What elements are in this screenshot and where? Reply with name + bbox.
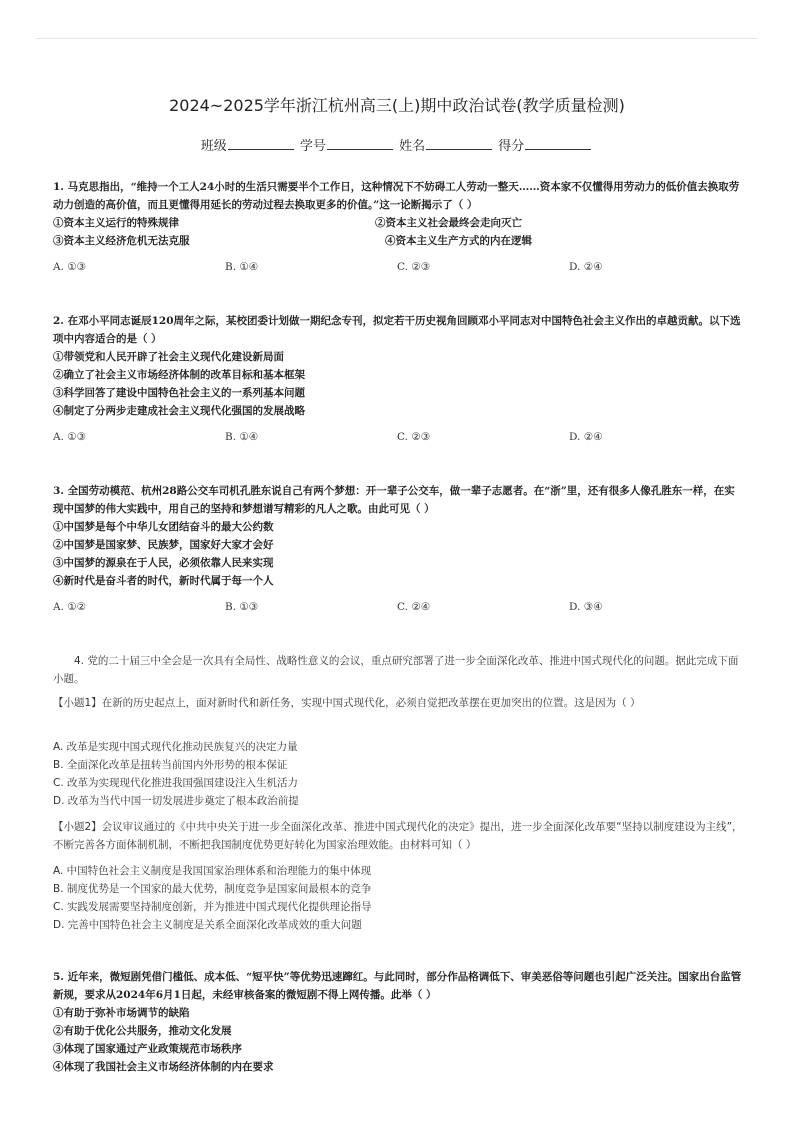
question-4-sub2-choice-d[interactable]: D. 完善中国特色社会主义制度是关系全面深化改革成效的重大问题 xyxy=(53,919,362,931)
question-2-item-4: ④制定了分两步走建成社会主义现代化强国的发展战略 xyxy=(53,405,305,417)
question-4-sub2-choice-c[interactable]: C. 实践发展需要坚持制度创新，并为推进中国式现代化提供理论指导 xyxy=(53,901,372,913)
question-4-sub1-stem: 【小题1】在新的历史起点上，面对新时代和新任务，实现中国式现代化，必须自觉把改革摆在更加突出的位置。这是因为（ ） xyxy=(53,697,641,709)
student-id-label: 学号 xyxy=(299,139,326,154)
question-1-answer-a[interactable]: A. ①③ xyxy=(53,261,87,273)
question-5-item-4: ④体现了我国社会主义市场经济体制的内在要求 xyxy=(53,1061,274,1073)
question-5-item-3: ③体现了国家通过产业政策规范市场秩序 xyxy=(53,1043,242,1055)
class-blank xyxy=(228,137,294,150)
question-2-stem: 2. 在邓小平同志诞辰120周年之际，某校团委计划做一期纪念专刊，拟定若干历史视角回顾邓小平同志对中国特色社会主义作出的卓越贡献。以下选项中内容适合的是（ ） xyxy=(53,315,741,345)
question-3-item-3: ③中国梦的源泉在于人民，必须依靠人民来实现 xyxy=(53,557,274,569)
student-id-blank xyxy=(327,137,393,150)
question-1-item-2: ②资本主义社会最终会走向灭亡 xyxy=(375,217,522,229)
question-4-stem: 4. 党的二十届三中全会是一次具有全局性、战略性意义的会议，重点研究部署了进一步全面深化改革、推进中国式现代化的问题。据此完成下面小题。 xyxy=(53,655,739,685)
header-divider xyxy=(36,38,758,39)
question-3-stem: 3. 全国劳动模范、杭州28路公交车司机孔胜东说自己有两个梦想：开一辈子公交车，做一辈子志愿者。在“浙”里，还有很多人像孔胜东一样，在实现中国梦的伟大实践中，用自己的坚持和梦想谱写精彩的凡人之歌。由此可见（ ） xyxy=(53,485,735,515)
question-3-answer-d[interactable]: D. ③④ xyxy=(569,601,603,613)
question-3-answer-c[interactable]: C. ②④ xyxy=(397,601,431,613)
question-2-answer-a[interactable]: A. ①③ xyxy=(53,431,87,443)
question-4-sub2-choice-a[interactable]: A. 中国特色社会主义制度是我国国家治理体系和治理能力的集中体现 xyxy=(53,865,372,877)
question-1-item-4: ④资本主义生产方式的内在逻辑 xyxy=(385,235,532,247)
question-5-item-1: ①有助于弥补市场调节的缺陷 xyxy=(53,1007,190,1019)
score-blank xyxy=(525,137,591,150)
name-label: 姓名 xyxy=(399,139,426,154)
question-3-item-4: ④新时代是奋斗者的时代，新时代属于每一个人 xyxy=(53,575,274,587)
question-4-sub1-choice-c[interactable]: C. 改革为实现现代化推进我国强国建设注入生机活力 xyxy=(53,777,299,789)
question-1-item-1: ①资本主义运行的特殊规律 xyxy=(53,217,179,229)
question-4-sub1-choice-d[interactable]: D. 改革为当代中国一切发展进步奠定了根本政治前提 xyxy=(53,795,299,807)
question-1-answer-d[interactable]: D. ②④ xyxy=(569,261,603,273)
question-5-stem: 5. 近年来，微短剧凭借门槛低、成本低、“短平快”等优势迅速蹿红。与此同时，部分作品格调低下、审美恶俗等问题也引起广泛关注。国家出台监管新规，要求从2024年6月1日起，未经审核备案的微短剧不得上网传播。此举（ ） xyxy=(53,971,742,1001)
class-label: 班级 xyxy=(200,139,227,154)
question-3-answer-a[interactable]: A. ①② xyxy=(53,601,87,613)
question-2-answer-c[interactable]: C. ②③ xyxy=(397,431,431,443)
name-blank xyxy=(426,137,492,150)
question-4-sub2-choice-b[interactable]: B. 制度优势是一个国家的最大优势，制度竞争是国家间最根本的竞争 xyxy=(53,883,372,895)
question-2-item-3: ③科学回答了建设中国特色社会主义的一系列基本问题 xyxy=(53,387,305,399)
question-5-item-2: ②有助于优化公共服务，推动文化发展 xyxy=(53,1025,232,1037)
question-1-answer-b[interactable]: B. ①④ xyxy=(225,261,259,273)
question-4-sub1-choice-a[interactable]: A. 改革是实现中国式现代化推动民族复兴的决定力量 xyxy=(53,741,298,753)
question-1-stem: 1. 马克思指出，“维持一个工人24小时的生活只需要半个工作日，这种情况下不妨碍工人劳动一整天……资本家不仅懂得用劳动力的低价值去换取劳动力创造的高价值，而且更懂得用延长的劳动过程去换取更多的价值。”这一论断揭示了（ ） xyxy=(53,181,740,211)
question-1-item-3: ③资本主义经济危机无法克服 xyxy=(53,235,190,247)
question-4-sub1-choice-b[interactable]: B. 全面深化改革是扭转当前国内外形势的根本保证 xyxy=(53,759,288,771)
question-2-item-2: ②确立了社会主义市场经济体制的改革目标和基本框架 xyxy=(53,369,305,381)
score-label: 得分 xyxy=(498,139,525,154)
exam-title: 2024~2025学年浙江杭州高三(上)期中政治试卷(教学质量检测) xyxy=(169,96,625,115)
student-info-line xyxy=(0,135,794,154)
question-3-item-2: ②中国梦是国家梦、民族梦，国家好大家才会好 xyxy=(53,539,274,551)
question-4-sub2-stem: 【小题2】会议审议通过的《中共中央关于进一步全面深化改革、推进中国式现代化的决定》提出，进一步全面深化改革要“坚持以制度建设为主线”，不断完善各方面体制机制，不断把我国制度优势更好转化为国家治理效能。由材料可知（ ） xyxy=(53,821,743,851)
question-3-answer-b[interactable]: B. ①③ xyxy=(225,601,259,613)
question-2-item-1: ①带领党和人民开辟了社会主义现代化建设新局面 xyxy=(53,351,284,363)
question-1-answer-c[interactable]: C. ②③ xyxy=(397,261,431,273)
question-3-item-1: ①中国梦是每个中华儿女团结奋斗的最大公约数 xyxy=(53,521,274,533)
question-2-answer-d[interactable]: D. ②④ xyxy=(569,431,603,443)
question-2-answer-b[interactable]: B. ①④ xyxy=(225,431,259,443)
